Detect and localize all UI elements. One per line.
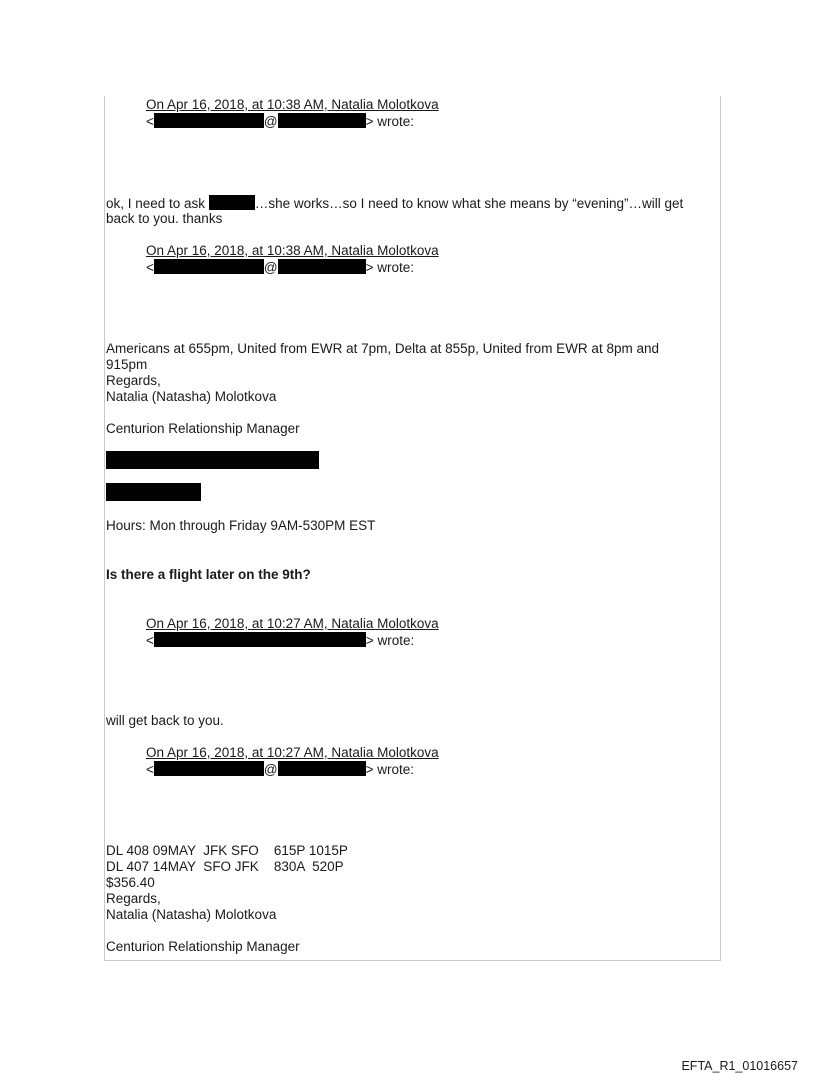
message-2-signature-role: Centurion Relationship Manager <box>106 421 300 436</box>
reply-1-line-1: ok, I need to ask …she works…so I need to know what she means by “evening”…will get <box>106 196 684 211</box>
reply-1-line-2: back to you. thanks <box>106 211 223 226</box>
flight-row-2: DL 407 14MAY SFO JFK 830A 520P <box>106 859 344 874</box>
redaction <box>154 259 264 274</box>
redaction <box>278 761 366 776</box>
quote-header-2: On Apr 16, 2018, at 10:38 AM, Natalia Molotkova <box>146 243 439 258</box>
message-2-regards: Regards, <box>106 373 161 388</box>
redaction <box>209 195 255 210</box>
redaction <box>278 259 366 274</box>
redaction <box>278 113 366 128</box>
quote-header-3-address: < > wrote: <box>146 633 415 648</box>
redaction <box>106 483 201 501</box>
quote-header-2-address: < @ > wrote: <box>146 260 415 275</box>
quote-header-1-address: < @ > wrote: <box>146 114 415 129</box>
message-4-signature-role: Centurion Relationship Manager <box>106 939 300 954</box>
message-2-line-1: Americans at 655pm, United from EWR at 7pm, Delta at 855p, United from EWR at 8pm and <box>106 341 659 356</box>
message-2-hours: Hours: Mon through Friday 9AM-530PM EST <box>106 518 376 533</box>
redaction <box>154 113 264 128</box>
question-line: Is there a flight later on the 9th? <box>106 567 311 582</box>
redaction <box>154 632 366 647</box>
message-2-signature-name: Natalia (Natasha) Molotkova <box>106 389 277 404</box>
document-id-footer: EFTA_R1_01016657 <box>681 1059 798 1073</box>
redaction <box>106 451 319 469</box>
quote-header-3: On Apr 16, 2018, at 10:27 AM, Natalia Molotkova <box>146 616 439 631</box>
reply-3: will get back to you. <box>106 713 224 728</box>
message-4-regards: Regards, <box>106 891 161 906</box>
quote-header-4: On Apr 16, 2018, at 10:27 AM, Natalia Molotkova <box>146 745 439 760</box>
quote-header-4-address: < @ > wrote: <box>146 762 415 777</box>
fare-price: $356.40 <box>106 875 155 890</box>
message-4-signature-name: Natalia (Natasha) Molotkova <box>106 907 277 922</box>
quote-header-1: On Apr 16, 2018, at 10:38 AM, Natalia Molotkova <box>146 97 439 112</box>
flight-row-1: DL 408 09MAY JFK SFO 615P 1015P <box>106 843 348 858</box>
message-2-line-2: 915pm <box>106 357 148 372</box>
redaction <box>154 761 264 776</box>
